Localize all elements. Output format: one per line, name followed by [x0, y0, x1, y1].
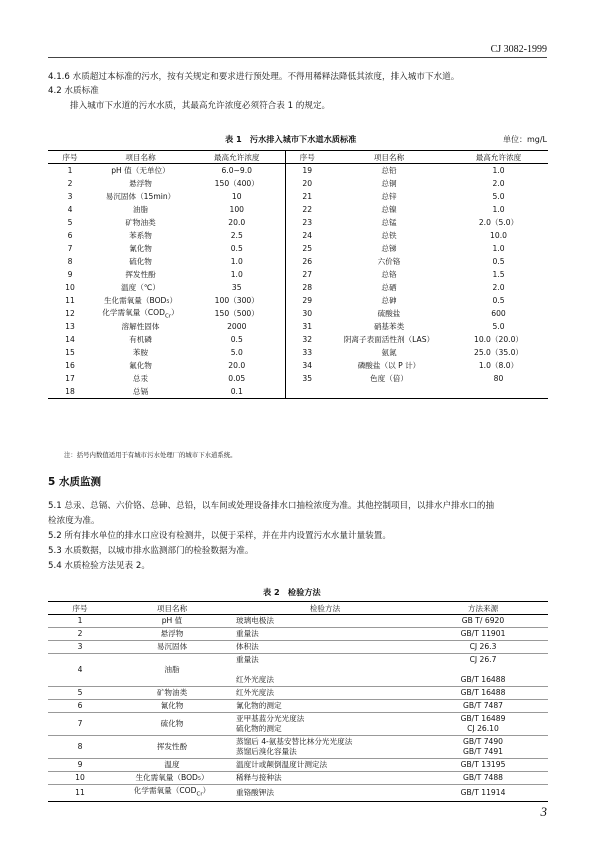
table-cell: 重量法 [236, 629, 259, 638]
table-row [48, 268, 548, 281]
table-cell: 总硒 [381, 283, 397, 292]
table-cell: 35 [189, 281, 285, 294]
table-cell: 总铁 [381, 231, 397, 240]
clause-5-1-line1: 5.1 总汞、总镉、六价铬、总砷、总铅，以车间或处理设备排水口抽检浓度为准。其他控制项目，以排水户排水口的抽 [48, 501, 495, 511]
table-cell: GB/T 16488 [460, 688, 506, 697]
table-cell: 矿物油类 [156, 688, 188, 697]
table-cell: 10.0 [490, 231, 507, 240]
table2-header-cell: 序号 [72, 603, 88, 613]
table-cell: 蒸馏后 4-氨基安替比林分光光度法 蒸馏后溴化容量法 [236, 737, 353, 756]
table-cell: 油脂 [164, 665, 180, 674]
table-cell: 22 [302, 205, 313, 214]
table-cell: 色度（倍） [370, 374, 408, 383]
table-cell [329, 385, 449, 399]
table-row [48, 654, 548, 687]
table-row [48, 346, 548, 359]
table-cell: 重铬酸钾法 [236, 787, 274, 797]
table1-header-cell: 序号 [299, 152, 315, 162]
table-row [48, 320, 548, 333]
table-cell: 2 [77, 629, 83, 638]
table-cell: 5.0 [492, 192, 505, 201]
table-cell: 23 [302, 218, 313, 227]
table-cell: 1.0 [492, 205, 505, 214]
table1-header-cell: 最高允许浓度 [189, 151, 285, 164]
table-cell: 4 [67, 205, 73, 214]
table-cell: 总锌 [381, 192, 397, 201]
table-cell: 稀释与接种法 [236, 773, 282, 782]
table-cell: 总镍 [381, 205, 397, 214]
table-cell: 7 [77, 719, 83, 728]
table-row [48, 177, 548, 190]
table-cell: 100（300） [189, 294, 285, 307]
table-cell: 26 [302, 257, 313, 266]
table-cell: 18 [65, 387, 75, 396]
clause-5-3: 5.3 水质数据，以城市排水监测部门的检验数据为准。 [48, 546, 254, 556]
table-cell: 1.5 [492, 270, 505, 279]
table-cell: 氰化物 [129, 244, 152, 253]
table-cell: 1.0（8.0） [478, 361, 519, 370]
table-cell: 21 [302, 192, 313, 201]
table-cell: 温度 [164, 760, 180, 769]
table-row [48, 164, 548, 178]
table-cell: 8 [67, 257, 73, 266]
table-cell: 15 [65, 348, 75, 357]
table-cell: 2 [67, 179, 73, 188]
table2-header-cell: 检验方法 [309, 603, 341, 613]
table-row [48, 759, 548, 772]
table-cell: 温度计或颠倒温度计测定法 [236, 760, 328, 769]
table-cell: GB/T 16489 CJ 26.10 [460, 714, 506, 733]
clause-5-2: 5.2 所有排水单位的排水口应设有检测井，以便于采样，并在井内设置污水水量计量装置。 [48, 531, 391, 541]
table-cell: 总汞 [132, 374, 149, 383]
table-cell: 20.0 [189, 216, 285, 229]
section-5-heading: 5 水质监测 [48, 476, 101, 488]
table-cell: 34 [302, 361, 313, 370]
clause-4-1-6: 4.1.6 水质超过本标准的污水，按有关规定和要求进行预处理。不得用稀释法降低其浓度，排入城市下水道。 [48, 72, 460, 82]
table-cell: GB/T 13195 [460, 760, 506, 769]
standard-number: CJ 3082-1999 [490, 44, 547, 55]
table-cell: 溶解性固体 [121, 322, 160, 331]
table2-header-cell: 方法来源 [467, 603, 499, 613]
table-cell: 0.5 [492, 257, 505, 266]
table-cell: 10 [189, 190, 285, 203]
table-cell: 硫化物 [129, 257, 152, 266]
table-cell: 氰化物 [160, 701, 184, 710]
table-cell: 6 [77, 701, 83, 710]
table-cell: 4 [77, 665, 83, 674]
table-cell: 苯胺 [132, 348, 149, 357]
table-cell: GB/T 7490 GB/T 7491 [462, 737, 504, 756]
table-cell: 13 [65, 322, 75, 331]
clause-4-2-text: 排入城市下水道的污水水质，其最高允许浓度必须符合表 1 的规定。 [70, 101, 331, 111]
table-cell: 1.0 [189, 268, 285, 281]
table-cell: 10 [65, 283, 75, 292]
table-cell: 29 [302, 296, 313, 305]
table-cell: 3 [77, 642, 83, 651]
table-cell: 0.1 [189, 385, 285, 399]
table-cell: 25 [302, 244, 313, 253]
table-cell: 1.0 [492, 244, 505, 253]
table-cell: 11 [65, 296, 75, 305]
table-cell: 5 [67, 218, 73, 227]
table2-test-methods [48, 601, 548, 802]
table-cell: 100 [189, 203, 285, 216]
table-cell: GB/T 7487 [462, 701, 504, 710]
table-cell: 2000 [189, 320, 285, 333]
table-cell: 磷酸盐（以 P 计） [357, 361, 421, 370]
table-cell: 5.0 [189, 346, 285, 359]
table-cell: 28 [302, 283, 313, 292]
table-cell: 20 [302, 179, 313, 188]
table-cell: 悬浮物 [129, 179, 152, 188]
table1-header-row [48, 151, 548, 164]
table-cell: 总镉 [132, 387, 149, 396]
table-cell: 2.0 [492, 179, 505, 188]
table-cell: 6.0~9.0 [189, 164, 285, 178]
table-cell: 20.0 [189, 359, 285, 372]
table-row [48, 255, 548, 268]
table-cell: 150（500） [189, 307, 285, 320]
table-cell: 六价铬 [377, 257, 401, 266]
table-cell: CJ 26.3 [469, 642, 497, 651]
table-cell: 33 [302, 348, 313, 357]
table-cell: 总砷 [381, 296, 397, 305]
table-cell: 总锰 [381, 218, 397, 227]
table-row [48, 216, 548, 229]
table-row [48, 333, 548, 346]
table-cell: 挥发性酚 [125, 270, 156, 279]
table-cell: 2.0 [492, 283, 505, 292]
table-row [48, 385, 548, 399]
table-cell: 10 [75, 773, 85, 782]
table-cell [285, 385, 329, 399]
table-cell: 11 [75, 787, 85, 797]
table-cell: 有机磷 [129, 335, 152, 344]
table1-unit: 单位：mg/L [502, 135, 547, 144]
table-cell: 易沉固体（15min） [105, 192, 176, 201]
table-row [48, 294, 548, 307]
table-cell: 2.5 [189, 229, 285, 242]
table-row [48, 736, 548, 759]
table-row [48, 372, 548, 385]
table-cell: 5 [77, 688, 83, 697]
table1-header-cell: 序号 [62, 152, 78, 162]
table-cell: 悬浮物 [160, 629, 184, 638]
table-cell: GB T/ 6920 [461, 616, 505, 625]
table-cell: 150（400） [189, 177, 285, 190]
table-cell: 化学需氧量$(COD_{Cr})$ [133, 786, 211, 798]
table1-caption: 表 1 污水排入城市下水道水质标准 [225, 134, 357, 144]
table-cell: 2.0（5.0） [478, 218, 519, 227]
table-row [48, 687, 548, 700]
table-cell: 红外光度法 [236, 688, 274, 697]
table-cell: 重量法 红外光度法 [236, 655, 274, 684]
table-cell: 80 [493, 374, 504, 383]
table1-note: 注：括号内数值适用于有城市污水处理厂的城市下水道系统。 [64, 451, 237, 459]
table1-header-cell: 最高允许浓度 [475, 152, 522, 162]
table1-water-quality-standard [48, 150, 548, 399]
table-cell: 31 [302, 322, 313, 331]
table-cell: 600 [491, 309, 506, 318]
table-row [48, 628, 548, 641]
table-cell: 生化需氧量（BOD₅） [135, 773, 209, 782]
table-cell: 14 [65, 335, 75, 344]
table-cell: 1 [67, 166, 73, 175]
table-cell: 17 [65, 374, 75, 383]
table-row [48, 615, 548, 628]
table-cell: 12 [65, 309, 75, 318]
table-cell: 苯系物 [129, 231, 152, 240]
table-row [48, 700, 548, 713]
table-cell: 氟化物 [129, 361, 152, 370]
table-cell: 化学需氧量$(COD_{Cr})$ [102, 308, 179, 320]
table-cell: 温度（℃） [121, 283, 160, 292]
table-cell: 9 [77, 760, 83, 769]
table2-header-cell: 项目名称 [156, 603, 188, 613]
table-cell: 6 [67, 231, 73, 240]
table-cell: 32 [302, 335, 313, 344]
table-row [48, 203, 548, 216]
table-cell: 总锑 [381, 244, 397, 253]
table-cell: 1.0 [189, 255, 285, 268]
table-cell: 体积法 [236, 642, 259, 651]
table-cell: pH 值 [161, 616, 183, 625]
clause-5-1-line2: 检浓度为准。 [48, 516, 100, 526]
table-cell: 硫化物 [160, 719, 184, 728]
table-cell [449, 385, 548, 399]
table-cell: 总铅 [381, 166, 397, 175]
page-number: 3 [540, 804, 547, 819]
table-cell: 0.5 [492, 296, 505, 305]
table-cell: 挥发性酚 [156, 742, 188, 751]
table-row [48, 242, 548, 255]
table-cell: 氨氮 [381, 348, 397, 357]
table-cell: pH 值（无单位） [111, 166, 170, 175]
table-cell: 9 [67, 270, 73, 279]
table-cell: 27 [302, 270, 313, 279]
table-cell: 亚甲基蓝分光光度法 硫化物的测定 [236, 714, 305, 733]
table-cell: 硝基苯类 [373, 322, 405, 331]
table-row [48, 190, 548, 203]
table-row [48, 281, 548, 294]
table-cell: 10.0（20.0） [473, 335, 523, 344]
table-cell: CJ 26.7 GB/T 16488 [460, 655, 506, 684]
table-cell: 5.0 [492, 322, 505, 331]
table-cell: 氰化物的测定 [236, 701, 282, 710]
table-cell: 8 [77, 742, 83, 751]
table-row [48, 229, 548, 242]
table2-header-row [48, 602, 548, 615]
table-cell: 0.05 [189, 372, 285, 385]
table-cell: 16 [65, 361, 75, 370]
table-cell: 油脂 [132, 205, 149, 214]
table-cell: 7 [67, 244, 73, 253]
table-cell: 1.0 [492, 166, 505, 175]
table1-header-cell: 项目名称 [373, 152, 405, 162]
table-cell: GB/T 7488 [462, 773, 504, 782]
table-cell: 19 [302, 166, 313, 175]
table-cell: 易沉固体 [156, 642, 188, 651]
section-4-2-heading: 4.2 水质标准 [48, 86, 99, 96]
table-row [48, 713, 548, 736]
table-cell: 玻璃电极法 [236, 616, 274, 625]
table-row [48, 785, 548, 802]
table2-caption: 表 2 检验方法 [263, 587, 321, 597]
table-cell: 生化需氧量（BOD₅） [103, 296, 178, 305]
table-row [48, 641, 548, 654]
table-cell: GB/T 11901 [460, 629, 506, 638]
clause-5-4: 5.4 水质检验方法见表 2。 [48, 561, 150, 571]
table-cell: 1 [77, 616, 83, 625]
table1-header-cell: 项目名称 [125, 152, 156, 162]
table-cell: 30 [302, 309, 313, 318]
table-cell: 3 [67, 192, 73, 201]
table-cell: 总铬 [381, 270, 397, 279]
table-row [48, 359, 548, 372]
table-cell: 25.0（35.0） [473, 348, 523, 357]
table-cell: 矿物油类 [125, 218, 156, 227]
header-rule [48, 57, 547, 58]
table-row [48, 772, 548, 785]
table-cell: 24 [302, 231, 313, 240]
table-row [48, 307, 548, 320]
table-cell: 阴离子表面活性剂（LAS） [343, 335, 435, 344]
table-cell: 总铜 [381, 179, 397, 188]
table-cell: GB/T 11914 [460, 787, 506, 797]
table-cell: 硫酸盐 [377, 309, 401, 318]
table-cell: 0.5 [189, 242, 285, 255]
table-cell: 0.5 [189, 333, 285, 346]
table-cell: 35 [302, 374, 313, 383]
